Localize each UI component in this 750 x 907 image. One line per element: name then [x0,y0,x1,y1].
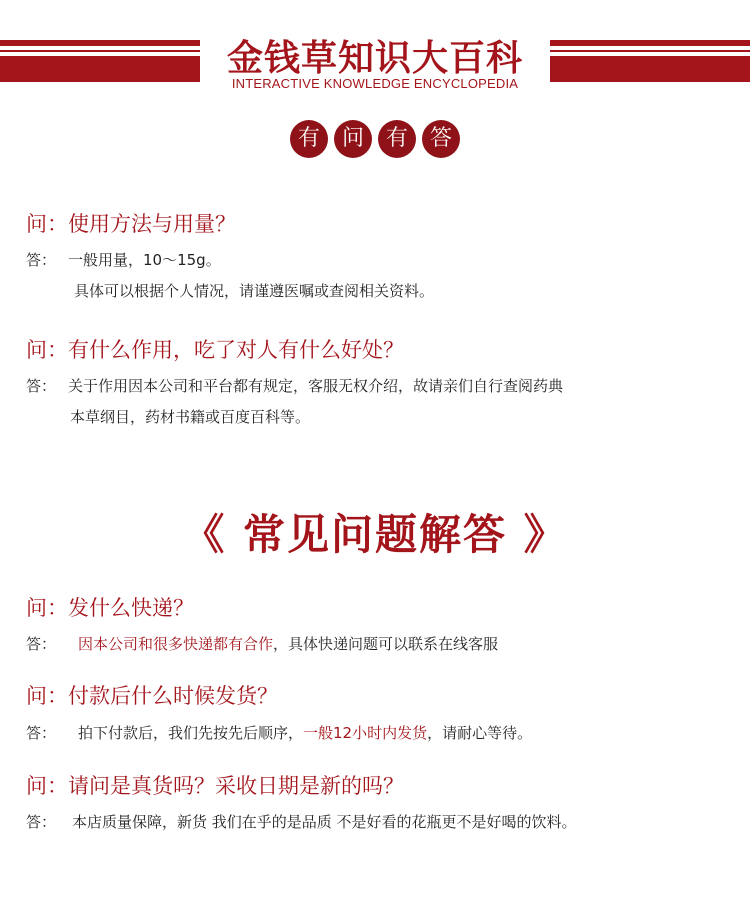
answer-usage-line2: 具体可以根据个人情况，请谨遵医嘱或查阅相关资料。 [74,282,435,300]
answer-label-authenticity: 答： [26,813,57,831]
badge-da: 答 [422,120,460,158]
answer-label-courier: 答： [26,635,57,653]
answer-label-effects: 答： [26,377,57,395]
answer-courier [78,633,498,654]
answer-authenticity: 本店质量保障，新货 我们在乎的是品质 不是好看的花瓶更不是好喝的饮料。 [72,813,577,831]
answer-shipping-post: ，请耐心等待。 [427,724,533,742]
answer-shipping-highlight: 一般12小时内发货 [303,724,428,742]
question-usage: 问：使用方法与用量？ [26,212,236,236]
answer-shipping-pre: 拍下付款后，我们先按先后顺序， [78,724,304,742]
question-courier: 问：发什么快递？ [26,596,194,620]
answer-label-shipping: 答： [26,724,57,742]
question-authenticity: 问：请问是真货吗？采收日期是新的吗？ [26,774,404,798]
badge-wen: 问 [334,120,372,158]
answer-effects-line1: 关于作用因本公司和平台都有规定，客服无权介绍，故请亲们自行查阅药典 [68,377,564,395]
answer-shipping [78,722,532,743]
question-effects: 问：有什么作用，吃了对人有什么好处？ [26,338,404,362]
page-subtitle: INTERACTIVE KNOWLEDGE ENCYCLOPEDIA [231,76,519,91]
qa-badge-row [0,120,750,158]
badge-you-1: 有 [290,120,328,158]
answer-effects-line2: 本草纲目，药材书籍或百度百科等。 [70,408,311,426]
question-shipping-time: 问：付款后什么时候发货？ [26,684,278,708]
faq-section-title: 《 常见问题解答 》 [182,510,568,559]
page-title: 金钱草知识大百科 [226,38,523,79]
answer-label-usage: 答： [26,251,57,269]
answer-courier-highlight: 因本公司和很多快递都有合作 [78,635,274,653]
answer-usage-line1: 一般用量，10～15g。 [68,251,221,269]
header-banner [0,0,750,110]
answer-courier-rest: ，具体快递问题可以联系在线客服 [273,635,499,653]
badge-you-2: 有 [378,120,416,158]
